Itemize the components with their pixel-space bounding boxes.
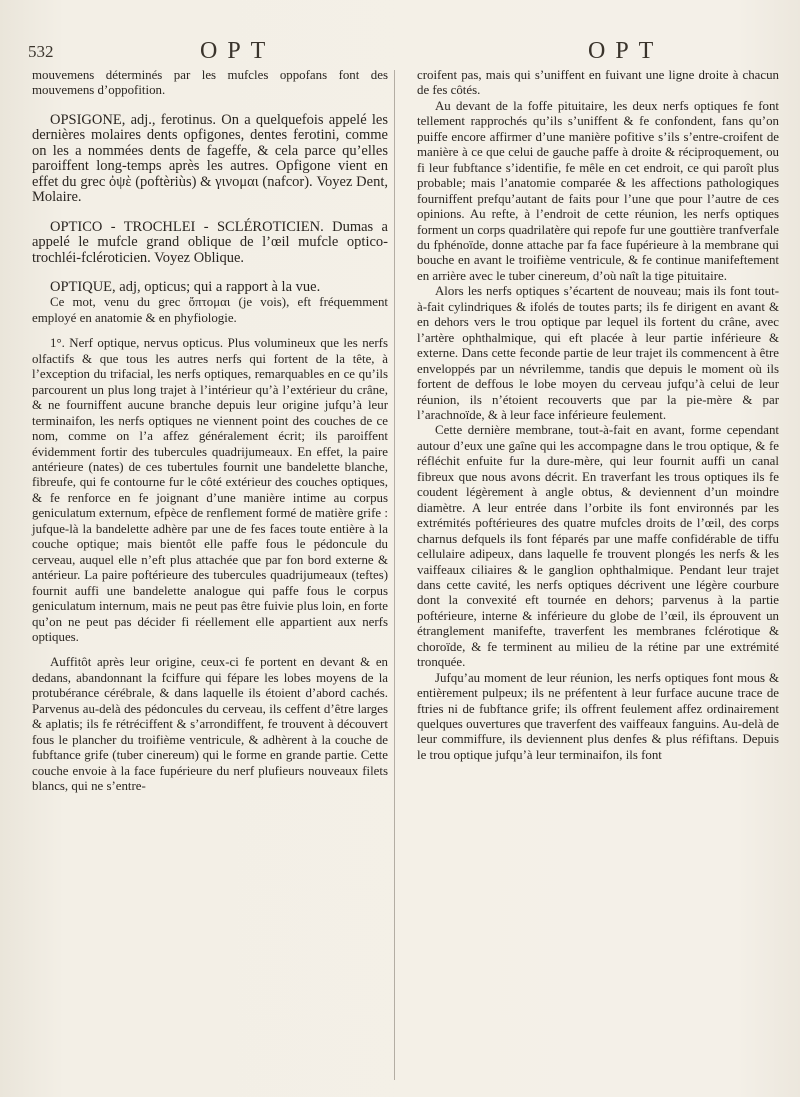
paragraph: Au devant de la foffe pituitaire, les deux nerfs optiques fe font tellement rapprochés qu’ils s’uniffent & fe confondent, fans qu’on puiffe encore affirmer d’une manière pofitive s’ils s’entre-croifent de manière à ce que celui de gauche paffe à droite & réciproquement, ou fi leur fubftance s’identifie, fe mêle en cet endroit, ce qui paroît plus probable; mais l’anatomie comparée & les affections pathologiques fourniffent prefqu’autant de faits pour l’une que pour l’autre de ces opinions. Au refte, à l’endroit de cette réunion, les nerfs optiques forment un corps quadrilatère qui repofe fur une gouttière tranfverfale du fphénoïde, donne attache par fa face fupérieure à la membrane qui bouche en avant le troifième ventricule, & fe continue manifeftement en arrière avec le tuber cinereum, d’où naît la tige pituitaire. [417, 98, 779, 283]
running-head-left: OPT [200, 38, 276, 64]
paragraph: 1°. Nerf optique, nervus opticus. Plus volumineux que les nerfs olfactifs & que tous les autres nerfs qui fortent de la tête, à l’exception du trifacial, les nerfs optiques, remarquables en ce qu’ils parcourent un plus long trajet à l’intérieur qu’à l’extérieur du crâne, & ne fourniffent aucune branche depuis leur origine jufqu’à leur terminaifon, les nerfs optiques ne viennent point des couches de ce nom, comme on l’a affez généralement écrit; ils paroiffent évidemment fortir des tubercules quadrijumeaux. En effet, la paire antérieure (nates) de ces tubertules fournit une bandelette blanche, fibreufe, qui fe contourne fur le côté extérieur des couches optiques, & fe renforce en fe joignant d’une manière intime au corpus geniculatum externum, efpèce de renflement formé de matière grife : jufque-là la bandelette adhère par une de fes faces toute entière à la couche optique; mais bientôt elle paffe fous le pédoncule du cerveau, auquel elle n’eft plus attachée que par fon bord externe & antérieur. La paire poftérieure des tubercules quadrijumeaux (teftes) fournit auffi une bandelette analogue qui paffe fous le corpus geniculatum internum, mais ne peut pas être fuivie plus loin, en forte qu’on ne peut pas décider fi réellement elle appartient aux nerfs optiques. [32, 336, 388, 644]
entry-optique: OPTIQUE, adj, opticus; qui a rapport à la vue. [50, 278, 321, 295]
paragraph: Cette dernière membrane, tout-à-fait en avant, forme cependant autour d’eux une gaîne qui les accompagne dans le trou optique, & fe réfléchit enfuite fur la dure-mère, qui leur fournit auffi un canal fibreux que nous avons décrit. En traverfant les trous optiques ils fe coudent légèrement à angle obtus, & deviennent d’un moindre diamètre. A leur entrée dans l’orbite ils font environnés par les extrémités poftérieures des quatre mufcles droits de l’œil, des corps charnus defquels ils font féparés par une maffe confidérable de tiffu cellulaire adipeux, dans laquelle fe trouvent plongés les nerfs & les vaiffeaux ciliaires & le ganglion ophthalmique. Pendant leur trajet dans cette cavité, les nerfs optiques décrivent une légère courbure dont la convexité eft tournée en dehors; parvenus à la partie poftérieure, interne & inférieure du globe de l’œil, ils éprouvent un étranglement manifefte, traverfent les membranes fclérotique & choroïde, & fe terminent au milieu de la rétine par une extrémité tronquée. [417, 423, 779, 670]
left-column [32, 68, 388, 794]
page-number: 532 [28, 42, 54, 61]
paragraph: mouvemens déterminés par les mufcles oppofans font des mouvemens d’oppofition. [32, 68, 388, 98]
page-header [28, 38, 778, 64]
running-head-right: OPT [588, 38, 664, 64]
paragraph: Jufqu’au moment de leur réunion, les nerfs optiques font mous & entièrement pulpeux; ils ne préfentent à leur furface aucune trace de ftries ni de fubftance grife; ils offrent feulement affez ordinairement quelques ouvertures que traverfent des vaiffeaux fanguins. Au-delà de leur commiffure, ils deviennent plus denfes & plus réfiftans. Depuis le trou optique jufqu’à leur terminaifon, ils font [417, 670, 779, 762]
entry-opsigone: OPSIGONE, adj., ferotinus. On a quelquefois appelé les dernières molaires dents opfigones, dentes ferotini, comme on les a nommées dents de fageffe, & cela parce qu’elles paroiffent long-temps après les autres. Opfigone vient en effet du grec ὀψὲ (poftèriùs) & γινομαι (nafcor). Voyez Dent, Molaire. [32, 111, 388, 206]
paragraph: croifent pas, mais qui s’uniffent en fuivant une ligne droite à chacun de fes côtés. [417, 68, 779, 98]
paragraph: Auffitôt après leur origine, ceux-ci fe portent en devant & en dedans, abandonnant la fciffure qui fépare les lobes moyens de la protubérance cérébrale, & dans laquelle ils étoient d’abord cachés. Parvenus au-delà des pédoncules du cerveau, ils ceffent d’être larges & aplatis; ils fe rétréciffent & s’arrondiffent, fe trouvent à découvert fous le plancher du troifième ventricule, & adhèrent à la couche de fubftance grife (tuber cinereum) qui le forme en grande partie. Cette couche envoie à la face fupérieure du nerf plufieurs nouveaux filets blancs, qui ne s’entre- [32, 655, 388, 794]
right-column [417, 68, 779, 763]
entry-optico-trochlei: OPTICO - TROCHLEI - SCLÉROTICIEN. Dumas a appelé le mufcle grand oblique de l’œil mufcle optico-trochléi-fcléroticien. Voyez Oblique. [32, 218, 388, 266]
column-divider [394, 70, 395, 1080]
paragraph: Ce mot, venu du grec ὄπτομαι (je vois), eft fréquemment employé en anatomie & en phyfiologie. [32, 295, 388, 325]
paragraph: Alors les nerfs optiques s’écartent de nouveau; mais ils font tout-à-fait cylindriques & ifolés de toutes parts; ils fe dirigent en avant & en dehors vers le trou optique par lequel ils fortent du crâne, avec l’artère ophthalmique, qui eft placée à leur partie inférieure & externe. Dans cette feconde partie de leur trajet ils commencent à être enveloppés par un névrilemme, tandis que depuis le moment où ils fortent de deffous le lobe moyen du cerveau jufqu’à celui de leur réunion, ils n’étoient recouverts que par la pie-mère & par l’arachnoïde, & à leur face inférieure feulement. [417, 284, 779, 422]
